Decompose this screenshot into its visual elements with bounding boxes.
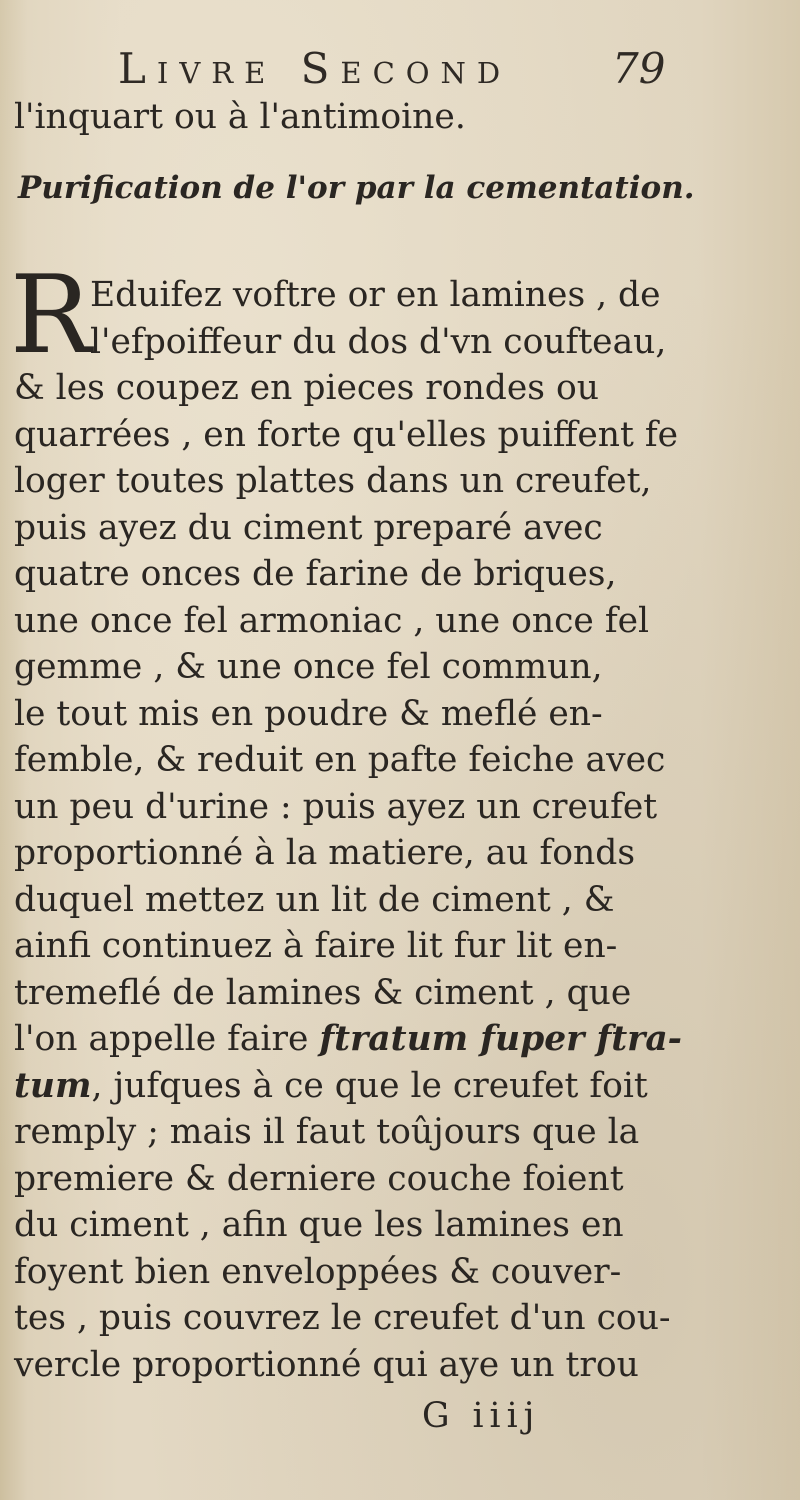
body-text: , jufques à ce que le creufet foit [91, 1065, 648, 1106]
body-line: un peu d'urine : puis ayez un creufet [14, 786, 658, 827]
body-line: gemme , & une once fel commun, [14, 647, 603, 687]
body-line: Eduifez voftre or en lamines , de [90, 275, 661, 315]
body-line: du ciment , afin que les lamines en [14, 1205, 624, 1245]
body-text: l'on appelle faire [14, 1019, 320, 1059]
body-line [14, 1065, 648, 1106]
page-number: 79 [612, 44, 666, 93]
body-line: puis ayez du ciment preparé avec [14, 507, 603, 548]
body-line: & les coupez en pieces rondes ou [14, 368, 599, 408]
latin-phrase: ftratum fuper ftra- [319, 1019, 682, 1059]
body-line: ainfi continuez à faire lit fur lit en- [14, 926, 618, 966]
body-line: duquel mettez un lit de ciment , & [14, 879, 615, 920]
body-line: l'efpoiffeur du dos d'vn coufteau, [90, 321, 667, 362]
drop-cap: R [10, 253, 92, 378]
signature-mark: G iiij [422, 1396, 541, 1436]
body-line: foyent bien enveloppées & couver- [14, 1251, 622, 1292]
first-line: l'inquart ou à l'antimoine. [14, 97, 466, 137]
body-line: femble, & reduit en pafte feiche avec [14, 740, 666, 780]
body-line: tremeflé de lamines & ciment , que [14, 972, 632, 1013]
body-line: tes , puis couvrez le creufet d'un cou- [14, 1298, 671, 1338]
body-line: vercle proportionné qui aye un trou [14, 1344, 639, 1385]
latin-phrase: tum [14, 1065, 92, 1106]
body-line [14, 1019, 682, 1059]
body-line: loger toutes plattes dans un creufet, [14, 461, 652, 501]
body-line: premiere & derniere couche foient [14, 1158, 624, 1199]
body-line: proportionné à la matiere, au fonds [14, 833, 636, 873]
body-line: quatre onces de farine de briques, [14, 554, 617, 594]
section-title: Purification de l'or par la cementation. [18, 170, 695, 206]
body-line: une once fel armoniac , une once fel [14, 600, 650, 641]
body-line: le tout mis en poudre & meflé en- [14, 693, 603, 734]
running-head: Livre Second [118, 44, 512, 93]
body-line: quarrées , en forte qu'elles puiffent fe [14, 414, 679, 455]
body-line: remply ; mais il faut toûjours que la [14, 1112, 640, 1152]
